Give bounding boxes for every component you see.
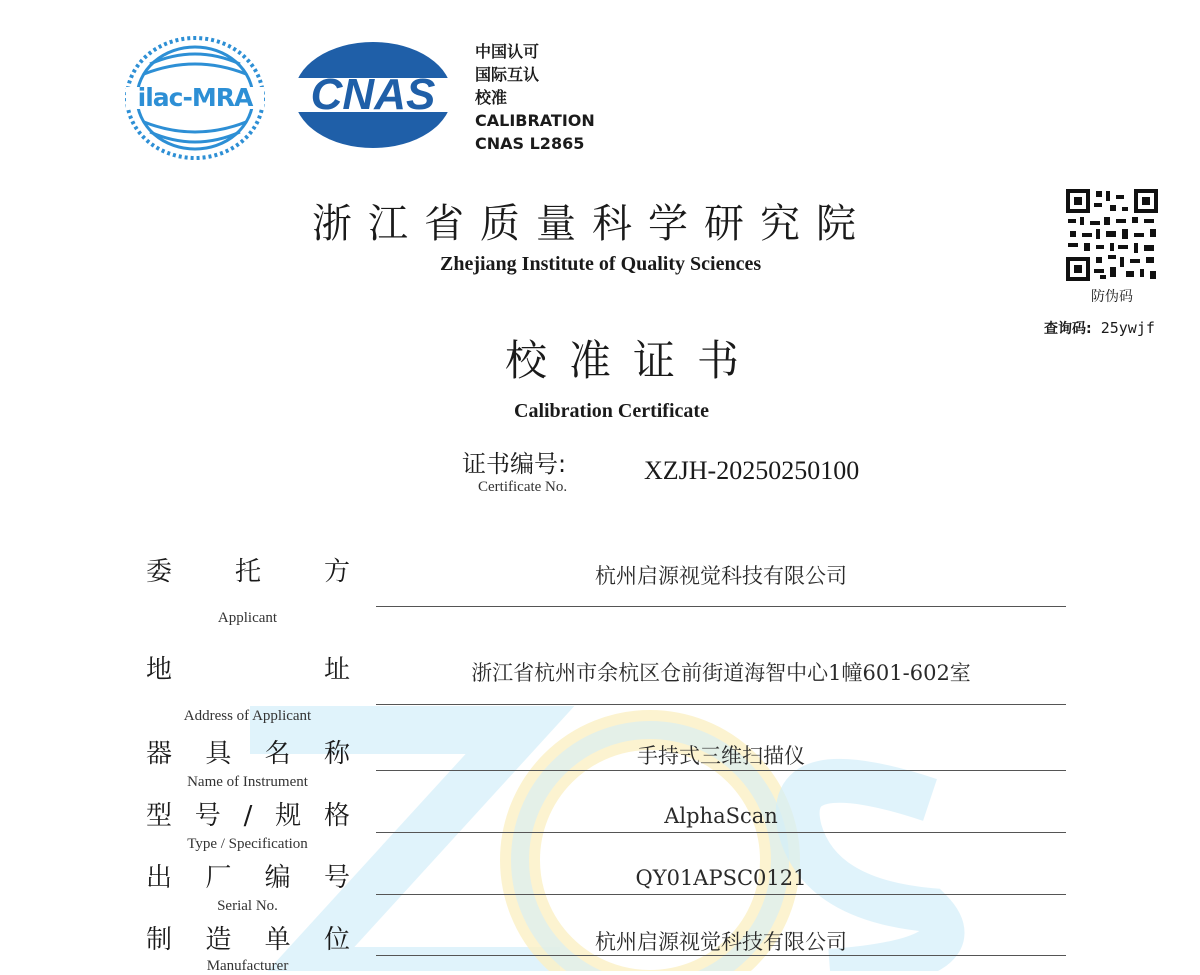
accreditation-block xyxy=(475,40,595,155)
label-char: 厂 xyxy=(205,863,232,893)
field-value-address: 浙江省杭州市余杭区仓前街道海智中心1幢601-602室 xyxy=(471,661,971,685)
label-char: 型 xyxy=(146,801,173,831)
certificate-number-label-cn: 证书编号: xyxy=(462,450,567,478)
label-char: 托 xyxy=(234,557,261,587)
field-label-cn xyxy=(146,863,350,893)
field-underline xyxy=(376,606,1066,607)
label-char: 名 xyxy=(264,739,291,769)
cnas-logo-text: CNAS xyxy=(310,70,436,119)
field-value-type: AlphaScan xyxy=(664,804,778,828)
label-char: 造 xyxy=(205,925,232,955)
ilac-mra-logo xyxy=(122,34,268,162)
field-underline xyxy=(376,832,1066,833)
label-char: 方 xyxy=(323,557,350,587)
label-char: 制 xyxy=(146,925,173,955)
field-label-en: Type / Specification xyxy=(187,836,308,852)
field-value-instrument-name: 手持式三维扫描仪 xyxy=(637,744,805,768)
field-label-en: Applicant xyxy=(217,610,278,626)
label-char: 规 xyxy=(275,801,302,831)
query-code-value: 25ywjf xyxy=(1100,319,1155,337)
certificate-title-cn: 校准证书 xyxy=(505,336,762,385)
field-underline xyxy=(376,770,1066,771)
field-label-cn xyxy=(146,655,350,685)
institute-name-en: Zhejiang Institute of Quality Sciences xyxy=(440,253,762,275)
accreditation-line: CNAS L2865 xyxy=(475,134,585,153)
accreditation-line: 中国认可 xyxy=(475,42,540,61)
query-code-label: 查询码: xyxy=(1044,321,1092,337)
certificate-title-en: Calibration Certificate xyxy=(514,400,709,422)
label-char: 号 xyxy=(323,863,350,893)
field-label-en: Name of Instrument xyxy=(187,774,308,790)
field-underline xyxy=(376,704,1066,705)
certificate-number-label-en: Certificate No. xyxy=(478,479,568,495)
field-value-applicant: 杭州启源视觉科技有限公司 xyxy=(595,564,847,588)
field-label-cn xyxy=(146,557,350,587)
label-char: 编 xyxy=(264,863,291,893)
field-label-cn xyxy=(146,739,350,769)
accreditation-line: 校准 xyxy=(475,88,508,107)
label-char: 位 xyxy=(323,925,350,955)
label-char: 具 xyxy=(205,739,232,769)
accreditation-line: CALIBRATION xyxy=(475,111,595,130)
label-char: 格 xyxy=(323,801,350,831)
qr-code xyxy=(1064,187,1160,287)
label-char: 单 xyxy=(264,925,291,955)
label-char: 器 xyxy=(146,739,173,769)
accreditation-line: 国际互认 xyxy=(475,65,540,84)
field-value-manufacturer: 杭州启源视觉科技有限公司 xyxy=(595,930,847,954)
field-value-serial: QY01APSC0121 xyxy=(635,866,807,890)
field-label-en: Address of Applicant xyxy=(183,708,312,724)
label-char: 委 xyxy=(146,557,173,587)
field-label-cn xyxy=(146,925,350,955)
ilac-logo-text: ilac-MRA xyxy=(137,83,253,112)
field-label-en: Manufacturer xyxy=(206,958,289,974)
label-char: 号 xyxy=(194,801,221,831)
label-char: 地 xyxy=(146,655,173,685)
label-char: / xyxy=(243,801,253,831)
label-char: 称 xyxy=(323,739,350,769)
label-char: 址 xyxy=(323,655,350,685)
query-code-row xyxy=(1044,318,1155,338)
institute-name-cn: 浙江省质量科学研究院 xyxy=(312,201,872,247)
field-label-en: Serial No. xyxy=(217,898,278,914)
field-underline xyxy=(376,955,1066,956)
anti-counterfeit-label: 防伪码 xyxy=(1091,289,1133,305)
label-char: 出 xyxy=(146,863,173,893)
certificate-number: XZJH-20250250100 xyxy=(644,456,860,485)
field-underline xyxy=(376,894,1066,895)
cnas-logo xyxy=(292,40,454,150)
field-label-cn xyxy=(146,801,350,831)
